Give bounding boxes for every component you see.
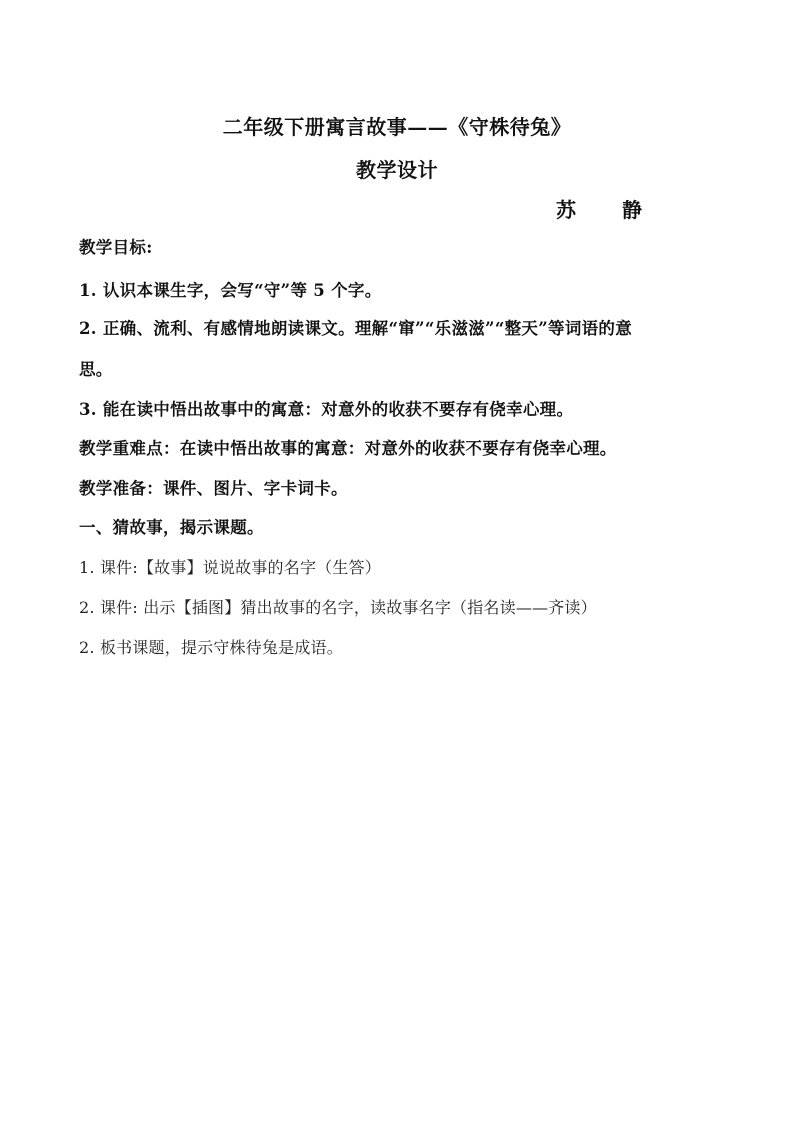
goal-item-2: 2. 正确、流利、有感情地朗读课文。理解“窜”“乐滋滋”“整天”等词语的意: [79, 319, 633, 338]
section-1-item-1: 1. 课件:【故事】说说故事的名字（生答）: [79, 558, 381, 577]
document-title: 二年级下册寓言故事——《守株待兔》: [222, 115, 572, 139]
goal-item-3: 3. 能在读中悟出故事中的寓意：对意外的收获不要存有侥幸心理。: [79, 400, 574, 419]
goal-item-2-continued: 思。: [79, 360, 113, 379]
document-subtitle: 教学设计: [356, 158, 438, 182]
author-first-char: 苏: [556, 198, 576, 222]
author-name: [556, 198, 642, 222]
section-1-item-3: 2. 板书课题，提示守株待兔是成语。: [79, 638, 343, 657]
goals-heading: 教学目标:: [79, 238, 153, 257]
key-points: 教学重难点：在读中悟出故事的寓意：对意外的收获不要存有侥幸心理。: [79, 439, 617, 458]
section-1-heading: 一、猜故事，揭示课题。: [79, 518, 264, 537]
author-second-char: 静: [622, 198, 642, 222]
preparation: 教学准备：课件、图片、字卡词卡。: [79, 479, 348, 498]
section-1-item-2: 2. 课件: 出示【插图】猜出故事的名字，读故事名字（指名读——齐读）: [79, 598, 597, 617]
goal-item-1: 1. 认识本课生字，会写“守”等 5 个字。: [79, 281, 382, 300]
